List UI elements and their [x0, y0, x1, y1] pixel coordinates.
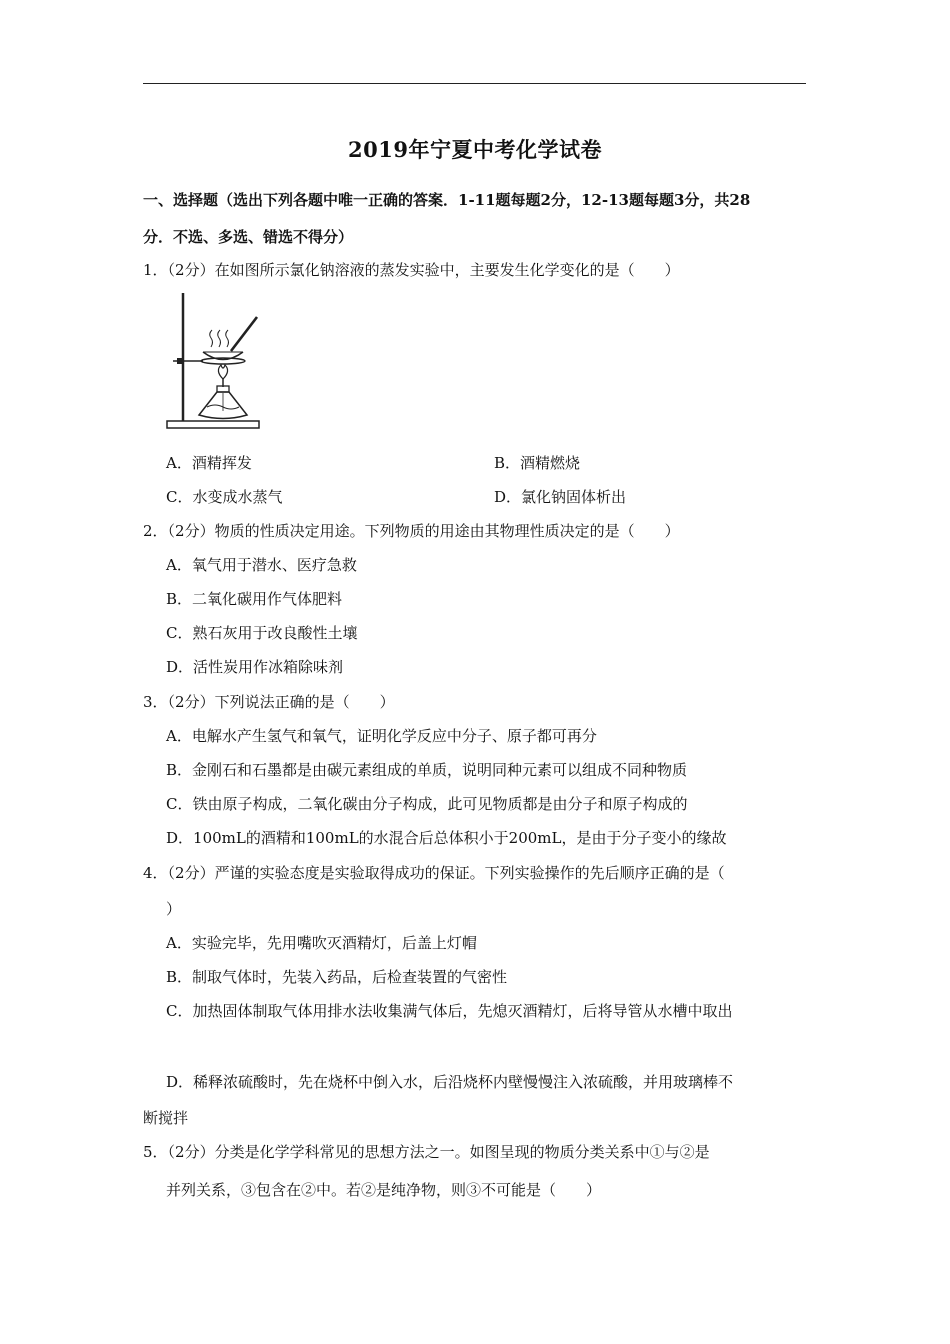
q3-option-a: A．电解水产生氢气和氧气，证明化学反应中分子、原子都可再分: [166, 727, 597, 745]
q4-option-a: A．实验完毕，先用嘴吹灭酒精灯，后盖上灯帽: [166, 934, 477, 952]
evaporation-apparatus-figure: [163, 289, 263, 431]
q2-option-c: C．熟石灰用于改良酸性土壤: [166, 624, 358, 642]
question-5-stem-line1: 5．（2分）分类是化学学科常见的思想方法之一。如图呈现的物质分类关系中①与②是: [143, 1143, 710, 1161]
question-3-stem: 3．（2分）下列说法正确的是（ ）: [143, 693, 395, 711]
page-title: 2019年宁夏中考化学试卷: [348, 137, 602, 162]
q3-option-b: B．金刚石和石墨都是由碳元素组成的单质，说明同种元素可以组成不同种物质: [166, 761, 688, 779]
q3-option-d: D．100mL的酒精和100mL的水混合后总体积小于200mL，是由于分子变小的缘故: [166, 829, 727, 847]
q2-option-a: A．氧气用于潜水、医疗急救: [166, 556, 357, 574]
q4-option-b: B．制取气体时，先装入药品，后检查装置的气密性: [166, 968, 508, 986]
q2-option-b: B．二氧化碳用作气体肥料: [166, 590, 343, 608]
q3-option-c: C．铁由原子构成，二氧化碳由分子构成，此可见物质都是由分子和原子构成的: [166, 795, 688, 813]
section-heading-line1: 一、选择题（选出下列各题中唯一正确的答案．1-11题每题2分，12-13题每题3分，共28: [143, 191, 751, 209]
question-4-stem-line1: 4．（2分）严谨的实验态度是实验取得成功的保证。下列实验操作的先后顺序正确的是（: [143, 864, 725, 882]
question-1-stem: 1．（2分）在如图所示氯化钠溶液的蒸发实验中，主要发生化学变化的是（ ）: [143, 261, 680, 279]
q1-option-a: A．酒精挥发: [166, 454, 252, 472]
header-rule: [143, 83, 806, 84]
q1-option-d: D．氯化钠固体析出: [494, 488, 627, 506]
section-heading-line2: 分．不选、多选、错选不得分）: [143, 228, 354, 246]
q1-option-b: B．酒精燃烧: [494, 454, 581, 472]
q1-option-c: C．水变成水蒸气: [166, 488, 283, 506]
question-5-stem-line2: 并列关系，③包含在②中。若②是纯净物，则③不可能是（ ）: [166, 1181, 602, 1199]
q4-option-d-line1: D．稀释浓硫酸时，先在烧杯中倒入水，后沿烧杯内壁慢慢注入浓硫酸，并用玻璃棒不: [166, 1073, 734, 1091]
q4-option-d-line2: 断搅拌: [143, 1109, 189, 1127]
question-4-stem-line2: ）: [166, 900, 182, 918]
q2-option-d: D．活性炭用作冰箱除味剂: [166, 658, 344, 676]
q4-option-c: C．加热固体制取气体用排水法收集满气体后，先熄灭酒精灯，后将导管从水槽中取出: [166, 1002, 733, 1020]
question-2-stem: 2．（2分）物质的性质决定用途。下列物质的用途由其物理性质决定的是（ ）: [143, 522, 680, 540]
